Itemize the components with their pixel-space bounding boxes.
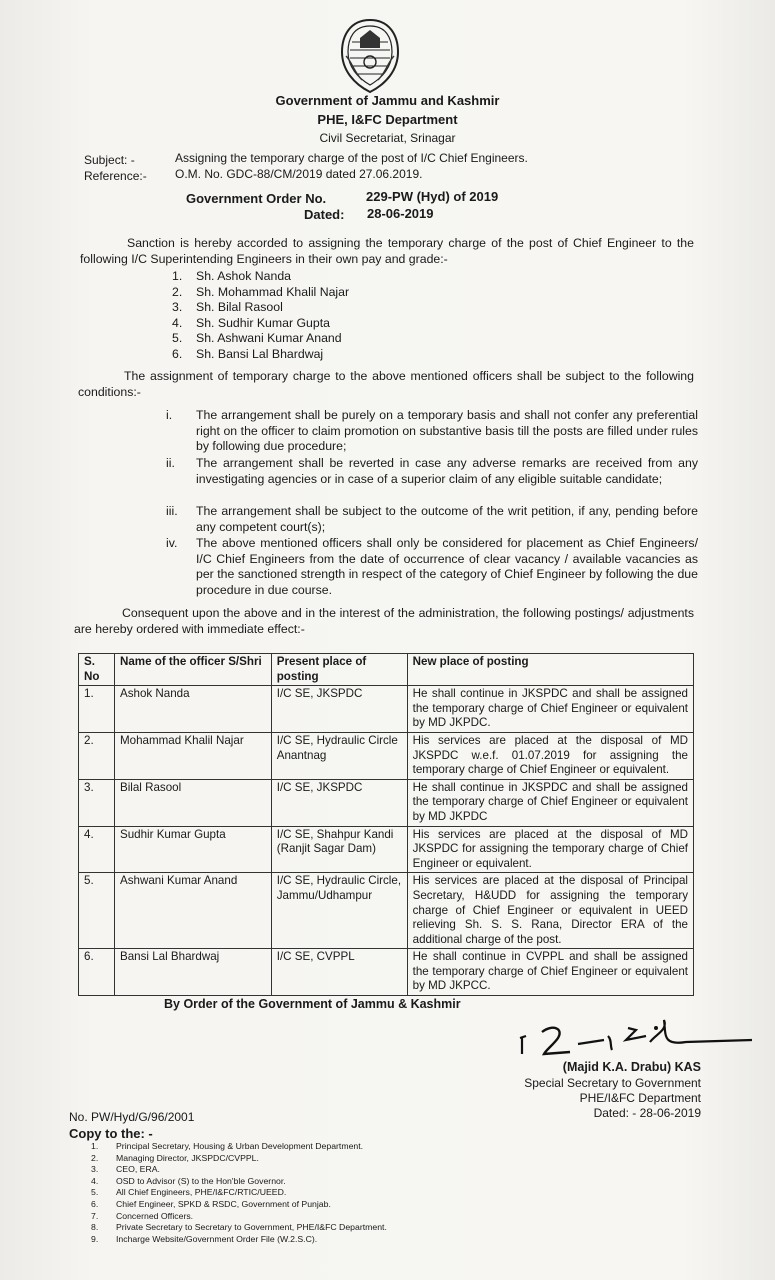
header-name: Name of the officer S/Shri xyxy=(114,654,271,686)
cell-name: Bilal Rasool xyxy=(114,779,271,826)
cell-present: I/C SE, Shahpur Kandi (Ranjit Sagar Dam) xyxy=(271,826,407,873)
file-number: No. PW/Hyd/G/96/2001 xyxy=(69,1110,195,1124)
cell-new: His services are placed at the disposal of Principal Secretary, H&UDD for assigning the temporary charge of Chief Engineer or equivalent in UEED relieving Sh. S. S. Rana, Director ERA of the additional charge of the post. xyxy=(407,873,693,949)
cell-name: Ashwani Kumar Anand xyxy=(114,873,271,949)
department-heading: PHE, I&FC Department xyxy=(317,112,458,127)
cell-name: Ashok Nanda xyxy=(114,686,271,733)
cell-present: I/C SE, JKSPDC xyxy=(271,686,407,733)
reference-label: Reference:- xyxy=(84,169,147,183)
list-item: 3. Sh. Bilal Rasool xyxy=(172,300,283,315)
cell-present: I/C SE, Hydraulic Circle, Jammu/Udhampur xyxy=(271,873,407,949)
government-heading: Government of Jammu and Kashmir xyxy=(275,93,500,108)
header-new: New place of posting xyxy=(407,654,693,686)
cell-present: I/C SE, Hydraulic Circle Anantnag xyxy=(271,732,407,779)
state-emblem-icon xyxy=(338,18,402,94)
office-heading: Civil Secretariat, Srinagar xyxy=(319,131,456,145)
cell-sno: 4. xyxy=(79,826,115,873)
table-row xyxy=(79,949,694,996)
order-no-label: Government Order No. xyxy=(186,191,327,206)
sanction-paragraph: Sanction is hereby accorded to assigning the temporary charge of the post of Chief Engineer to the following I/C Superintending Engineers in their own pay and grade:- xyxy=(80,236,694,266)
cell-sno: 5. xyxy=(79,873,115,949)
postings-table xyxy=(78,653,694,996)
cell-new: His services are placed at the disposal of MD JKSPDC for assigning the temporary charge of Chief Engineer or equivalent. xyxy=(407,826,693,873)
reference-text: O.M. No. GDC-88/CM/2019 dated 27.06.2019. xyxy=(175,167,423,181)
cell-sno: 3. xyxy=(79,779,115,826)
signature-icon xyxy=(516,1014,756,1060)
document-page: Government of Jammu and Kashmir PHE, I&FC Department Civil Secretariat, Srinagar Subject: - Assigning the temporary charge of the post of I/C Chief Engineers. Reference:- O.M. No. GDC-88/CM/2019 dated 27.06.2019. Government Order No. 229-PW (Hyd) of 2019 Dated: 28-06-2019 Sanction is hereby accorded to assigning the temporary charge of the post of Chief Engineer to the following I/C Superintending Engineers in their own pay and grade:- 1. Sh. Ashok Nanda 2. Sh. Mohammad Khalil Najar 3. Sh. Bilal Rasool 4. Sh. Sudhir Kumar Gupta 5. Sh. Ashwani Kumar Anand 6. Sh. Bansi Lal Bhardwaj The assignment of temporary charge to the above mentioned officers shall be subject to the following conditions:- i. The arrangement shall be purely on a temporary basis and shall not confer any preferential right on the officer to claim promotion on substantive basis till the posts are filled under rules by following due procedure; ii. The arrangement shall be reverted in case any adverse remarks are received from any investigating agencies or in case of a superior claim of any eligible suitable candidate; iii. The arrangement shall be subject to the outcome of the writ petition, if any, pending before any competent court(s); iv. The above mentioned officers shall only be considered for placement as Chief Engineers/ I/C Chief Engineers from the date of occurrence of clear vacancy / available vacancies as per the sanctioned strength in respect of the category of Chief Engineer by following the due procedure in due course. Consequent upon the above and in the interest of the administration, the following postings/ adjustments are hereby ordered with immediate effect:- S. No Name of the officer S/Shri Present place of posting New place of posting 1. Ashok Nanda I/C SE, JKSPDC He shall continue in JKSPDC and shall be assigned the temporary charge of Chief Engineer or equivalent by MD JKPDC. 2. Mohammad Khalil Najar I/C SE, Hydraulic Circle Anantnag His services are placed at the disposal of MD JKSPDC w.e.f. 01.07.2019 for assigning the temporary charge of Chief Engineer or equivalent. 3. Bilal Rasool I/C SE, JKSPDC He shall continue in JKSPDC and shall be assigned the temporary charge of Chief Engineer or equivalent by MD JKPDC 4. Sudhir Kumar Gupta I/C SE, Shahpur Kandi (Ranjit Sagar Dam) His services are placed at the disposal of MD JKSPDC for assigning the temporary charge of Chief Engineer or equivalent. 5. Ashwani Kumar Anand I/C SE, Hydraulic Circle, Jammu/Udhampur His services are placed at the disposal of Principal Secretary, H&UDD for assigning the temporary charge of Chief Engineer or equivalent in UEED relieving Sh. S. S. Rana, Director ERA of the additional charge of the post. 6. Bansi Lal Bhardwaj I/C SE, CVPPL He shall continue in CVPPL and shall be assigned the temporary charge of Chief Engineer or equivalent by MD JKPCC. By Order of the Government of Jammu & Kashmir (Majid K.A. Drabu) KAS Special Secretary to Government PHE/I&FC Department Dated: - 28-06-2019 No. PW/Hyd/G/96/2001 Copy to the: - 1. Principal Secretary, Housing & Urban Development Department. 2. Managing Director, JKSPDC/CVPPL. 3. CEO, ERA. 4. OSD to Advisor (S) to the Hon'ble Governor. 5. All Chief Engineers, PHE/I&FC/RTIC/UEED. 6. Chief Engineer, SPKD & RSDC, Government of Punjab. 7. Concerned Officers. 8. Private Secretary to Secretary to Government, PHE/I&FC Department. 9. Incharge Website/Government Order File (W.2.S.C). xyxy=(0,0,775,1280)
order-no-value: 229-PW (Hyd) of 2019 xyxy=(366,189,499,204)
list-item: 8. Private Secretary to Secretary to Government, PHE/I&FC Department. xyxy=(91,1222,387,1233)
list-item: 2. Sh. Mohammad Khalil Najar xyxy=(172,284,350,299)
list-item: 9. Incharge Website/Government Order File (W.2.S.C). xyxy=(91,1233,318,1244)
table-row xyxy=(79,873,694,949)
header-sno: S. No xyxy=(79,654,115,686)
list-item: 5. Sh. Ashwani Kumar Anand xyxy=(172,331,342,346)
order-dated-value: 28-06-2019 xyxy=(367,206,434,221)
list-item: 4. Sh. Sudhir Kumar Gupta xyxy=(172,315,330,330)
consequent-paragraph: Consequent upon the above and in the interest of the administration, the following postings/ adjustments are hereby ordered with immediate effect:- xyxy=(74,606,694,636)
by-order-line: By Order of the Government of Jammu & Kashmir xyxy=(164,997,461,1011)
list-item: 5. All Chief Engineers, PHE/I&FC/RTIC/UEED. xyxy=(91,1187,287,1198)
list-item: 6. Sh. Bansi Lal Bhardwaj xyxy=(172,346,324,361)
cell-new: He shall continue in JKSPDC and shall be assigned the temporary charge of Chief Engineer or equivalent by MD JKPDC. xyxy=(407,686,693,733)
list-item: 1. Sh. Ashok Nanda xyxy=(172,269,292,283)
cell-name: Mohammad Khalil Najar xyxy=(114,732,271,779)
order-dated-label: Dated: xyxy=(304,207,345,222)
signatory-dated: Dated: - 28-06-2019 xyxy=(593,1106,701,1120)
cell-present: I/C SE, CVPPL xyxy=(271,949,407,996)
subject-text: Assigning the temporary charge of the post of I/C Chief Engineers. xyxy=(175,151,528,165)
list-item: 7. Concerned Officers. xyxy=(91,1210,194,1221)
cell-sno: 1. xyxy=(79,686,115,733)
officer-list xyxy=(172,269,349,363)
signatory-title: Special Secretary to Government xyxy=(524,1076,701,1090)
table-row xyxy=(79,826,694,873)
table-row xyxy=(79,686,694,733)
signatory-dept: PHE/I&FC Department xyxy=(579,1091,701,1105)
cell-new: He shall continue in CVPPL and shall be assigned the temporary charge of Chief Engineer or equivalent by MD JKPCC. xyxy=(407,949,693,996)
assignment-paragraph: The assignment of temporary charge to the above mentioned officers shall be subject to the following conditions:- xyxy=(78,369,694,399)
cell-sno: 6. xyxy=(79,949,115,996)
cell-sno: 2. xyxy=(79,732,115,779)
list-item: 3. CEO, ERA. xyxy=(91,1164,160,1175)
table-row xyxy=(79,779,694,826)
list-item: 2. Managing Director, JKSPDC/CVPPL. xyxy=(91,1152,259,1163)
subject-label: Subject: - xyxy=(84,153,135,167)
header-present: Present place of posting xyxy=(271,654,407,686)
list-item: 4. OSD to Advisor (S) to the Hon'ble Governor. xyxy=(91,1175,286,1186)
cell-new: His services are placed at the disposal of MD JKSPDC w.e.f. 01.07.2019 for assigning the temporary charge of Chief Engineer or equivalent. xyxy=(407,732,693,779)
cell-name: Bansi Lal Bhardwaj xyxy=(114,949,271,996)
cell-name: Sudhir Kumar Gupta xyxy=(114,826,271,873)
cell-present: I/C SE, JKSPDC xyxy=(271,779,407,826)
copy-to-list xyxy=(91,1141,387,1245)
copy-to-label: Copy to the: - xyxy=(69,1126,153,1141)
signatory-name: (Majid K.A. Drabu) KAS xyxy=(562,1060,701,1074)
cell-new: He shall continue in JKSPDC and shall be assigned the temporary charge of Chief Engineer or equivalent by MD JKPDC xyxy=(407,779,693,826)
list-item: 1. Principal Secretary, Housing & Urban Development Department. xyxy=(91,1141,364,1151)
list-item: 6. Chief Engineer, SPKD & RSDC, Government of Punjab. xyxy=(91,1198,331,1209)
table-header-row xyxy=(79,654,694,686)
table-row xyxy=(79,732,694,779)
